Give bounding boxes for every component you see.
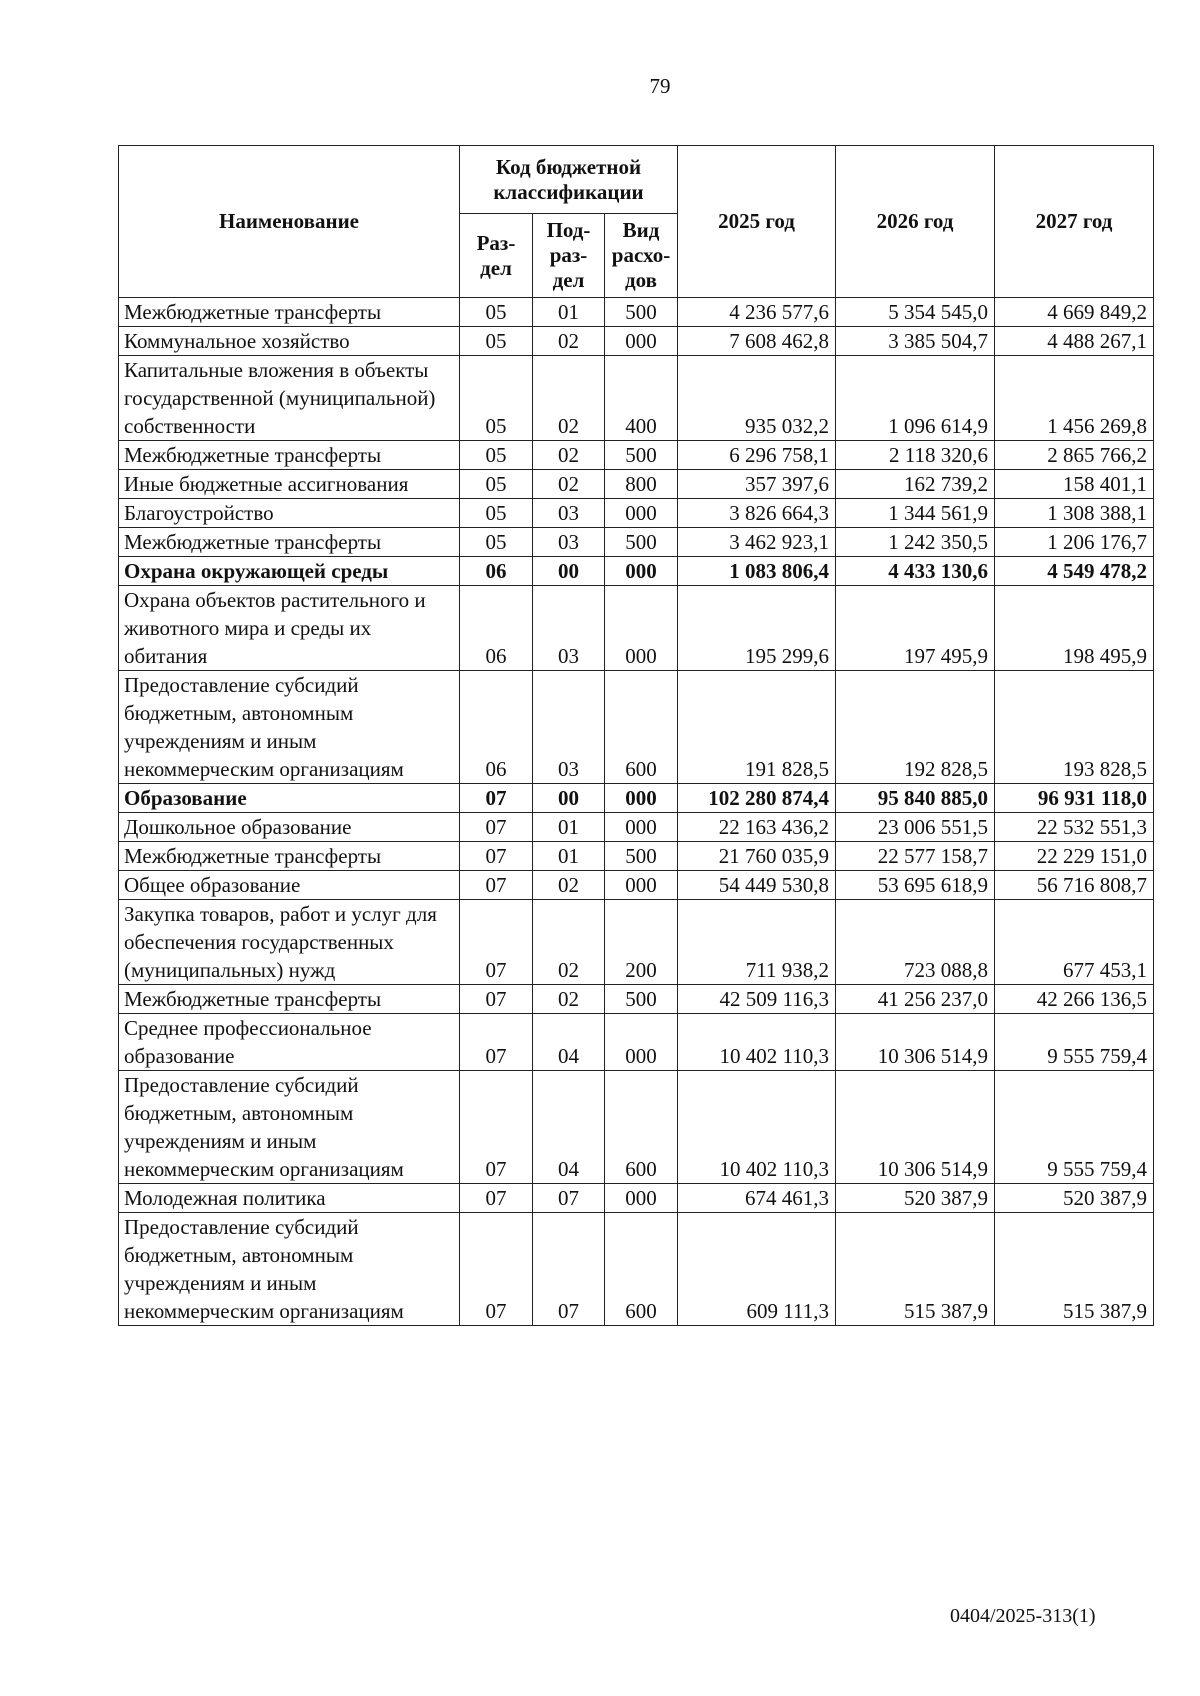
header-name: Наименование xyxy=(119,146,460,298)
row-name: Межбюджетные трансферты xyxy=(119,528,460,557)
row-value-2027: 198 495,9 xyxy=(995,586,1154,671)
row-value-2025: 935 032,2 xyxy=(678,356,836,441)
row-value-2025: 7 608 462,8 xyxy=(678,327,836,356)
row-name: Межбюджетные трансферты xyxy=(119,441,460,470)
row-name: Охрана окружающей среды xyxy=(119,557,460,586)
row-section: 06 xyxy=(460,586,533,671)
table-row xyxy=(119,298,1154,327)
row-value-2026: 1 344 561,9 xyxy=(836,499,995,528)
row-section: 05 xyxy=(460,499,533,528)
row-value-2025: 21 760 035,9 xyxy=(678,842,836,871)
row-expense-type: 000 xyxy=(605,1014,678,1071)
row-name: Закупка товаров, работ и услуг для обеспечения государственных (муниципальных) нужд xyxy=(119,900,460,985)
row-value-2025: 6 296 758,1 xyxy=(678,441,836,470)
row-subsection: 01 xyxy=(533,842,605,871)
row-expense-type: 600 xyxy=(605,1071,678,1184)
row-name: Благоустройство xyxy=(119,499,460,528)
row-section: 05 xyxy=(460,441,533,470)
row-value-2027: 4 488 267,1 xyxy=(995,327,1154,356)
table-row xyxy=(119,1071,1154,1184)
row-value-2027: 193 828,5 xyxy=(995,671,1154,784)
row-expense-type: 000 xyxy=(605,871,678,900)
row-expense-type: 000 xyxy=(605,1184,678,1213)
header-2027: 2027 год xyxy=(995,146,1154,298)
row-value-2026: 162 739,2 xyxy=(836,470,995,499)
row-expense-type: 500 xyxy=(605,298,678,327)
row-name: Межбюджетные трансферты xyxy=(119,298,460,327)
row-expense-type: 000 xyxy=(605,813,678,842)
row-name: Молодежная политика xyxy=(119,1184,460,1213)
row-value-2025: 1 083 806,4 xyxy=(678,557,836,586)
row-value-2027: 9 555 759,4 xyxy=(995,1071,1154,1184)
row-value-2026: 1 096 614,9 xyxy=(836,356,995,441)
row-section: 07 xyxy=(460,813,533,842)
row-section: 05 xyxy=(460,470,533,499)
row-subsection: 04 xyxy=(533,1014,605,1071)
row-value-2025: 42 509 116,3 xyxy=(678,985,836,1014)
row-section: 05 xyxy=(460,298,533,327)
row-name: Образование xyxy=(119,784,460,813)
row-value-2025: 102 280 874,4 xyxy=(678,784,836,813)
header-code-group: Код бюджетной классификации xyxy=(460,146,678,214)
row-value-2027: 4 549 478,2 xyxy=(995,557,1154,586)
header-subsection: Под-раз-дел xyxy=(533,214,605,298)
row-expense-type: 400 xyxy=(605,356,678,441)
row-expense-type: 600 xyxy=(605,1213,678,1326)
row-subsection: 02 xyxy=(533,985,605,1014)
row-value-2025: 191 828,5 xyxy=(678,671,836,784)
row-section: 05 xyxy=(460,356,533,441)
row-name: Предоставление субсидий бюджетным, автономным учреждениям и иным некоммерческим организациям xyxy=(119,1213,460,1326)
row-value-2026: 53 695 618,9 xyxy=(836,871,995,900)
row-subsection: 02 xyxy=(533,441,605,470)
row-value-2026: 2 118 320,6 xyxy=(836,441,995,470)
row-subsection: 00 xyxy=(533,784,605,813)
row-subsection: 02 xyxy=(533,356,605,441)
row-section: 07 xyxy=(460,985,533,1014)
row-expense-type: 600 xyxy=(605,671,678,784)
row-value-2027: 1 206 176,7 xyxy=(995,528,1154,557)
row-value-2027: 515 387,9 xyxy=(995,1213,1154,1326)
row-value-2025: 10 402 110,3 xyxy=(678,1014,836,1071)
row-subsection: 07 xyxy=(533,1213,605,1326)
budget-table xyxy=(118,145,1154,1326)
row-value-2027: 22 532 551,3 xyxy=(995,813,1154,842)
row-section: 07 xyxy=(460,1213,533,1326)
row-value-2025: 609 111,3 xyxy=(678,1213,836,1326)
row-expense-type: 000 xyxy=(605,586,678,671)
row-value-2026: 723 088,8 xyxy=(836,900,995,985)
row-value-2026: 3 385 504,7 xyxy=(836,327,995,356)
row-section: 06 xyxy=(460,557,533,586)
table-row xyxy=(119,1014,1154,1071)
row-subsection: 03 xyxy=(533,528,605,557)
row-section: 06 xyxy=(460,671,533,784)
row-value-2026: 520 387,9 xyxy=(836,1184,995,1213)
table-row xyxy=(119,842,1154,871)
row-value-2026: 4 433 130,6 xyxy=(836,557,995,586)
row-name: Иные бюджетные ассигнования xyxy=(119,470,460,499)
table-row xyxy=(119,813,1154,842)
row-expense-type: 500 xyxy=(605,985,678,1014)
row-expense-type: 200 xyxy=(605,900,678,985)
row-expense-type: 500 xyxy=(605,842,678,871)
row-expense-type: 500 xyxy=(605,528,678,557)
table-row xyxy=(119,356,1154,441)
header-2026: 2026 год xyxy=(836,146,995,298)
table-row xyxy=(119,1184,1154,1213)
row-subsection: 02 xyxy=(533,470,605,499)
row-value-2027: 1 308 388,1 xyxy=(995,499,1154,528)
row-name: Охрана объектов растительного и животного мира и среды их обитания xyxy=(119,586,460,671)
row-value-2026: 515 387,9 xyxy=(836,1213,995,1326)
row-expense-type: 000 xyxy=(605,327,678,356)
row-value-2027: 520 387,9 xyxy=(995,1184,1154,1213)
header-expense-type: Вид расхо-дов xyxy=(605,214,678,298)
row-section: 05 xyxy=(460,528,533,557)
row-value-2026: 22 577 158,7 xyxy=(836,842,995,871)
row-value-2025: 4 236 577,6 xyxy=(678,298,836,327)
row-subsection: 03 xyxy=(533,671,605,784)
table-body xyxy=(119,298,1154,1326)
table-row xyxy=(119,784,1154,813)
row-value-2025: 711 938,2 xyxy=(678,900,836,985)
row-section: 07 xyxy=(460,842,533,871)
row-section: 07 xyxy=(460,1014,533,1071)
row-value-2027: 4 669 849,2 xyxy=(995,298,1154,327)
row-section: 07 xyxy=(460,1071,533,1184)
table-row xyxy=(119,671,1154,784)
row-subsection: 07 xyxy=(533,1184,605,1213)
table-row xyxy=(119,985,1154,1014)
row-subsection: 02 xyxy=(533,871,605,900)
row-expense-type: 800 xyxy=(605,470,678,499)
table-row xyxy=(119,470,1154,499)
table-row xyxy=(119,1213,1154,1326)
table-row xyxy=(119,499,1154,528)
page-number: 79 xyxy=(649,74,671,98)
row-section: 07 xyxy=(460,784,533,813)
row-subsection: 00 xyxy=(533,557,605,586)
row-subsection: 01 xyxy=(533,813,605,842)
row-section: 07 xyxy=(460,871,533,900)
table-row xyxy=(119,441,1154,470)
row-name: Предоставление субсидий бюджетным, автономным учреждениям и иным некоммерческим организациям xyxy=(119,671,460,784)
row-subsection: 01 xyxy=(533,298,605,327)
row-name: Межбюджетные трансферты xyxy=(119,985,460,1014)
table-row xyxy=(119,327,1154,356)
row-value-2027: 22 229 151,0 xyxy=(995,842,1154,871)
row-value-2026: 1 242 350,5 xyxy=(836,528,995,557)
header-section: Раз-дел xyxy=(460,214,533,298)
row-value-2026: 197 495,9 xyxy=(836,586,995,671)
table-row xyxy=(119,900,1154,985)
row-value-2025: 54 449 530,8 xyxy=(678,871,836,900)
row-value-2025: 22 163 436,2 xyxy=(678,813,836,842)
table-row xyxy=(119,557,1154,586)
row-value-2025: 357 397,6 xyxy=(678,470,836,499)
row-value-2027: 2 865 766,2 xyxy=(995,441,1154,470)
row-name: Среднее профессиональное образование xyxy=(119,1014,460,1071)
row-section: 05 xyxy=(460,327,533,356)
table-row xyxy=(119,871,1154,900)
document-id: 0404/2025-313(1) xyxy=(950,1605,1096,1627)
row-subsection: 02 xyxy=(533,327,605,356)
row-value-2025: 195 299,6 xyxy=(678,586,836,671)
row-section: 07 xyxy=(460,1184,533,1213)
row-expense-type: 500 xyxy=(605,441,678,470)
row-value-2026: 23 006 551,5 xyxy=(836,813,995,842)
row-value-2026: 10 306 514,9 xyxy=(836,1014,995,1071)
row-value-2025: 3 826 664,3 xyxy=(678,499,836,528)
row-value-2026: 192 828,5 xyxy=(836,671,995,784)
row-value-2027: 9 555 759,4 xyxy=(995,1014,1154,1071)
row-name: Общее образование xyxy=(119,871,460,900)
row-value-2025: 3 462 923,1 xyxy=(678,528,836,557)
row-name: Капитальные вложения в объекты государственной (муниципальной) собственности xyxy=(119,356,460,441)
row-value-2027: 677 453,1 xyxy=(995,900,1154,985)
row-name: Коммунальное хозяйство xyxy=(119,327,460,356)
row-expense-type: 000 xyxy=(605,784,678,813)
row-expense-type: 000 xyxy=(605,557,678,586)
table-row xyxy=(119,586,1154,671)
header-2025: 2025 год xyxy=(678,146,836,298)
row-value-2026: 10 306 514,9 xyxy=(836,1071,995,1184)
row-name: Межбюджетные трансферты xyxy=(119,842,460,871)
row-value-2025: 10 402 110,3 xyxy=(678,1071,836,1184)
row-name: Предоставление субсидий бюджетным, автономным учреждениям и иным некоммерческим организациям xyxy=(119,1071,460,1184)
row-subsection: 03 xyxy=(533,499,605,528)
row-value-2026: 5 354 545,0 xyxy=(836,298,995,327)
row-subsection: 03 xyxy=(533,586,605,671)
row-subsection: 04 xyxy=(533,1071,605,1184)
row-expense-type: 000 xyxy=(605,499,678,528)
row-value-2025: 674 461,3 xyxy=(678,1184,836,1213)
row-value-2027: 158 401,1 xyxy=(995,470,1154,499)
row-value-2026: 41 256 237,0 xyxy=(836,985,995,1014)
row-value-2027: 56 716 808,7 xyxy=(995,871,1154,900)
row-value-2026: 95 840 885,0 xyxy=(836,784,995,813)
row-value-2027: 42 266 136,5 xyxy=(995,985,1154,1014)
table-row xyxy=(119,528,1154,557)
row-section: 07 xyxy=(460,900,533,985)
row-subsection: 02 xyxy=(533,900,605,985)
row-name: Дошкольное образование xyxy=(119,813,460,842)
row-value-2027: 1 456 269,8 xyxy=(995,356,1154,441)
row-value-2027: 96 931 118,0 xyxy=(995,784,1154,813)
